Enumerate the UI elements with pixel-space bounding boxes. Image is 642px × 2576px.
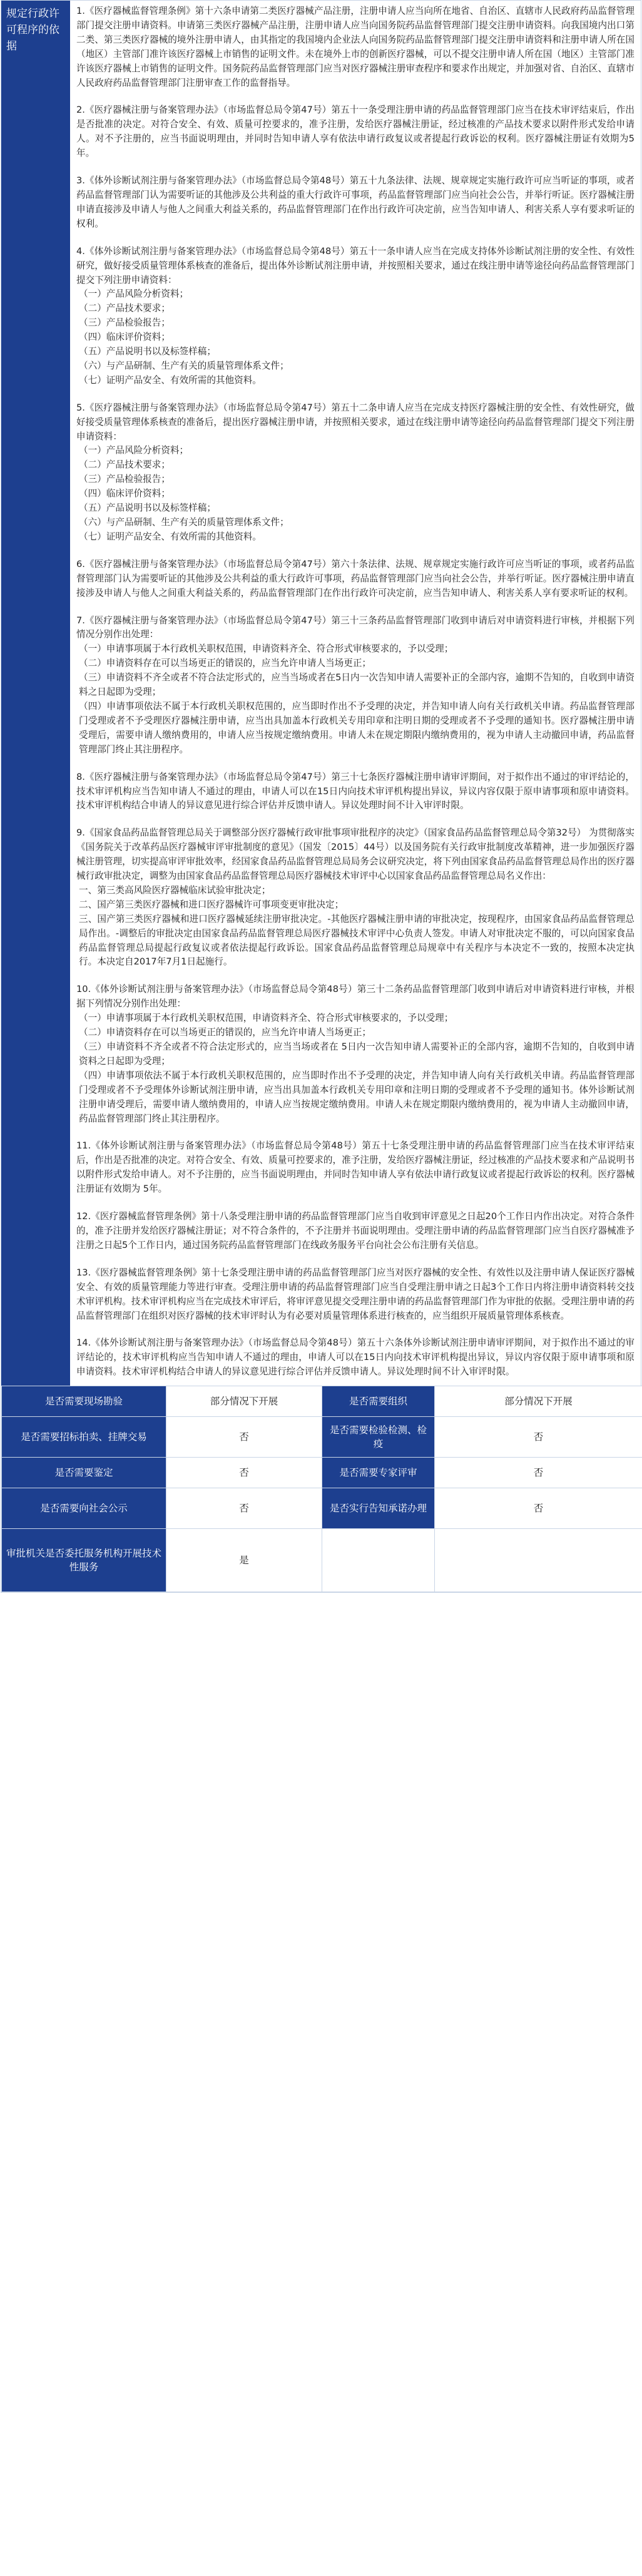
legal-clause bbox=[76, 4, 634, 90]
legal-basis-row bbox=[1, 1, 641, 1386]
clause-text: 14.《体外诊断试剂注册与备案管理办法》（市场监督总局令第48号）第五十六条体外诊断试剂注册申请审评期间，对于拟作出不通过的审评结论的，技术审评机构应当告知申请人不通过的理由，申请人可以在15日内向技术审评机构提出异议，异议内容仅限于原申请事项和原申请资料。技术审评机构结合申请人的异议意见进行综合评估并反馈申请人。异议处理时间不计入审评时限。 bbox=[76, 1337, 634, 1377]
clause-item: （二）产品技术要求； bbox=[79, 459, 170, 471]
clause-text: 3.《体外诊断试剂注册与备案管理办法》（市场监督总局令第48号）第五十九条法律、法规、规章规定实施行政许可应当听证的事项，或者药品监督管理部门认为需要听证的其他涉及公共利益的重大行政许可事项，药品监督管理部门应当向社会公告，并举行听证。医疗器械注册申请直接涉及申请人与他人之间重大利益关系的，药品监督管理部门在作出行政许可决定前，应当告知申请人、利害关系人享有要求听证的权利。 bbox=[76, 175, 634, 229]
clause-item: （三）产品检验报告； bbox=[79, 317, 170, 329]
clause-item: （六）与产品研制、生产有关的质量管理体系文件； bbox=[79, 517, 289, 528]
public-notice-value: 否 bbox=[166, 1488, 322, 1529]
legal-clause bbox=[76, 1139, 634, 1197]
legal-clause bbox=[76, 174, 634, 232]
legal-clause bbox=[76, 826, 634, 969]
clause-item: （二）申请资料存在可以当场更正的错误的，应当允许申请人当场更正； bbox=[79, 1027, 372, 1038]
appraisal-label: 是否需要鉴定 bbox=[2, 1458, 166, 1488]
clause-item: （二）产品技术要求； bbox=[79, 303, 170, 314]
organize-label: 是否需要组织 bbox=[322, 1386, 435, 1417]
clause-item: （四）申请事项依法不属于本行政机关职权范围的，应当即时作出不予受理的决定，并告知申请人向有关行政机关申请。药品监督管理部门受理或者不予受理体外诊断试剂注册申请，应当出具加盖本行政机关专用印章和注明日期的受理或者不予受理的通知书。体外诊断试剂注册申请受理后，需要申请人缴纳费用的，申请人应当按规定缴纳费用。申请人未在规定期限内缴纳费用的，视为申请人主动撤回申请，药品监督管理部门终止其注册程序。 bbox=[79, 1070, 634, 1124]
tech-service-value: 是 bbox=[166, 1529, 322, 1592]
clause-item: （一）申请事项属于本行政机关职权范围，申请资料齐全、符合形式审核要求的，予以受理； bbox=[79, 643, 454, 655]
clause-item: （三）申请资料不齐全或者不符合法定形式的，应当当场或者在 5日内一次告知申请人需要补正的全部内容，逾期不告知的，自收到申请资料之日起即为受理； bbox=[79, 1041, 634, 1066]
clause-item: （三）产品检验报告； bbox=[79, 474, 170, 485]
testing-label: 是否需要检验检测、检疫 bbox=[322, 1417, 435, 1458]
clause-text: 1.《医疗器械监督管理条例》第十六条申请第二类医疗器械产品注册，注册申请人应当向所在地省、自治区、直辖市人民政府药品监督管理部门提交注册申请资料。申请第三类医疗器械产品注册，注册申请人应当向国务院药品监督管理部门提交注册申请资料。向我国境内出口第二类、第三类医疗器械的境外注册申请人，由其指定的我国境内企业法人向国务院药品监督管理部门提交注册申请资料和注册申请人所在国（地区）主管部门准许该医疗器械上市销售的证明文件。未在境外上市的创新医疗器械，可以不提交注册申请人所在国（地区）主管部门准许该医疗器械上市销售的证明文件。国务院药品监督管理部门应当对医疗器械注册审查程序和要求作出规定，并加强对省、自治区、直辖市人民政府药品监督管理部门注册审查工作的监督指导。 bbox=[76, 6, 634, 88]
testing-value: 否 bbox=[435, 1417, 642, 1458]
empty-cell bbox=[435, 1529, 642, 1592]
empty-cell bbox=[322, 1529, 435, 1592]
clause-text: 8.《医疗器械注册与备案管理办法》（市场监督总局令第47号）第三十七条医疗器械注册申请审评期间，对于拟作出不通过的审评结论的，技术审评机构应当告知申请人不通过的理由，申请人可以在15日内向技术审评机构提出异议，异议内容仅限于原申请事项和原申请资料。技术审评机构结合申请人的异议意见进行综合评估并反馈申请人。异议处理时间不计入审评时限。 bbox=[76, 771, 634, 811]
onsite-inspection-label: 是否需要现场勘验 bbox=[2, 1386, 166, 1417]
bidding-label: 是否需要招标拍卖、挂牌交易 bbox=[2, 1417, 166, 1458]
clause-item: （一）产品风险分析资料； bbox=[79, 289, 189, 300]
clause-item: 三、国产第三类医疗器械和进口医疗器械延续注册审批决定。-其他医疗器械注册申请的审批决定，按现程序，由国家食品药品监督管理总局作出。-调整后的审批决定由国家食品药品监督管理总局医疗器械技术审评中心负责人签发。申请人对审批决定不服的，可以向国家食品药品监督管理总局提起行政复议或者依法提起行政诉讼。国家食品药品监督管理总局规章中有关程序与本决定不一致的，按照本决定执行。本决定自2017年7月1日起施行。 bbox=[79, 913, 634, 968]
permit-info-table bbox=[1, 0, 641, 1593]
commitment-value: 否 bbox=[435, 1488, 642, 1529]
clause-item: （六）与产品研制、生产有关的质量管理体系文件； bbox=[79, 360, 289, 371]
legal-clause bbox=[76, 558, 634, 601]
onsite-inspection-value: 部分情况下开展 bbox=[166, 1386, 322, 1417]
attributes-table bbox=[1, 1386, 642, 1592]
legal-basis-content bbox=[70, 1, 641, 1386]
clause-item: （一）申请事项属于本行政机关职权范围，申请资料齐全、符合形式审核要求的，予以受理； bbox=[79, 1013, 454, 1024]
clause-item: （四）临床评价资料； bbox=[79, 488, 170, 499]
clause-text: 6.《医疗器械注册与备案管理办法》（市场监督总局令第47号）第六十条法律、法规、规章规定实施行政许可应当听证的事项，或者药品监督管理部门认为需要听证的其他涉及公共利益的重大行政许可事项，药品监督管理部门应当向社会公告，并举行听证。医疗器械注册申请直接涉及申请人与他人之间重大利益关系的，药品监督管理部门在作出行政许可决定前，应当告知申请人、利害关系人享有要求听证的权利。 bbox=[76, 558, 634, 598]
attributes-row bbox=[2, 1529, 642, 1592]
clause-item: （三）申请资料不齐全或者不符合法定形式的，应当当场或者在5日内一次告知申请人需要补正的全部内容，逾期不告知的，自收到申请资料之日起即为受理； bbox=[79, 672, 634, 698]
clause-text: 9.《国家食品药品监督管理总局关于调整部分医疗器械行政审批事项审批程序的决定》（国家食品药品监督管理总局令第32号） 为贯彻落实《国务院关于改革药品医疗器械审评审批制度的意见》（国发〔2015〕44号）以及国务院有关行政审批制度改革精神，进一步加强医疗器械注册管理，切实提高审评审批效率，经国家食品药品监督管理总局局务会议研究决定，将下列由国家食品药品监督管理总局作出的医疗器械行政审批决定，调整为由国家食品药品监督管理总局医疗器械技术审评中心以国家食品药品监督管理总局名义作出： bbox=[76, 827, 634, 882]
expert-review-value: 否 bbox=[435, 1458, 642, 1488]
bidding-value: 否 bbox=[166, 1417, 322, 1458]
commitment-label: 是否实行告知承诺办理 bbox=[322, 1488, 435, 1529]
legal-clause bbox=[76, 983, 634, 1126]
clause-item: （五）产品说明书以及标签样稿； bbox=[79, 346, 216, 357]
clause-text: 12.《医疗器械监督管理条例》第十八条受理注册申请的药品监督管理部门应当自收到审评意见之日起20个工作日内作出决定。对符合条件的，准予注册并发给医疗器械注册证；对不符合条件的，不予注册并书面说明理由。受理注册申请的药品监督管理部门应当自医疗器械准予注册之日起5个工作日内，通过国务院药品监督管理部门在线政务服务平台向社会公布注册有关信息。 bbox=[76, 1211, 634, 1250]
clause-item: （四）临床评价资料； bbox=[79, 332, 170, 343]
clause-text: 13.《医疗器械监督管理条例》第十七条受理注册申请的药品监督管理部门应当对医疗器械的安全性、有效性以及注册申请人保证医疗器械安全、有效的质量管理能力等进行审查。受理注册申请的药品监督管理部门应当自受理注册申请之日起3个工作日内将注册申请资料转交技术审评机构。技术审评机构应当在完成技术审评后，将审评意见提交受理注册申请的药品监督管理部门作为审批的依据。受理注册申请的药品监督管理部门在组织对医疗器械的技术审评时认为有必要对质量管理体系进行核查的，应当组织开展质量管理体系核查。 bbox=[76, 1267, 634, 1321]
attributes-row bbox=[2, 1488, 642, 1529]
clause-item: 一、第三类高风险医疗器械临床试验审批决定； bbox=[79, 884, 271, 896]
legal-basis-label: 规定行政许可程序的依据 bbox=[1, 1, 70, 1386]
public-notice-label: 是否需要向社会公示 bbox=[2, 1488, 166, 1529]
clause-item: （七）证明产品安全、有效所需的其他资料。 bbox=[79, 531, 262, 542]
clause-text: 11.《体外诊断试剂注册与备案管理办法》（市场监督总局令第48号）第五十七条受理注册申请的药品监督管理部门应当在技术审评结束后，作出是否批准的决定。对符合安全、有效、质量可控要求的，准予注册，发给医疗器械注册证，经过核准的产品技术要求和产品说明书以附件形式发给申请人。对不予注册的，应当书面说明理由，并同时告知申请人享有依法申请行政复议或者提起行政诉讼的权利。医疗器械注册证有效期为 5年。 bbox=[76, 1140, 634, 1195]
attributes-row bbox=[2, 1386, 642, 1417]
attributes-row bbox=[2, 1458, 642, 1488]
legal-clause bbox=[76, 1336, 634, 1379]
clause-item: （四）申请事项依法不属于本行政机关职权范围的，应当即时作出不予受理的决定，并告知申请人向有关行政机关申请。药品监督管理部门受理或者不予受理医疗器械注册申请，应当出具加盖本行政机关专用印章和注明日期的受理或者不予受理的通知书。医疗器械注册申请受理后，需要申请人缴纳费用的，申请人应当按规定缴纳费用。申请人未在规定期限内缴纳费用的，视为申请人主动撤回申请，药品监督管理部门终止其注册程序。 bbox=[79, 700, 634, 755]
clause-text: 4.《体外诊断试剂注册与备案管理办法》（市场监督总局令第48号）第五十一条申请人应当在完成支持体外诊断试剂注册的安全性、有效性研究，做好接受质量管理体系核查的准备后，提出体外诊断试剂注册申请，并按照相关要求，通过在线注册申请等途径向药品监督管理部门提交下列注册申请资料： bbox=[76, 245, 634, 285]
legal-clause bbox=[76, 245, 634, 388]
clause-item: 二、国产第三类医疗器械和进口医疗器械许可事项变更审批决定； bbox=[79, 899, 344, 910]
clause-item: （二）申请资料存在可以当场更正的错误的，应当允许申请人当场更正； bbox=[79, 658, 372, 669]
legal-clause bbox=[76, 1266, 634, 1324]
clause-text: 10.《体外诊断试剂注册与备案管理办法》（市场监督总局令第48号）第三十二条药品监督管理部门收到申请后对申请资料进行审核，并根据下列情况分别作出处理： bbox=[76, 984, 634, 1009]
legal-clause bbox=[76, 103, 634, 161]
legal-clause bbox=[76, 614, 634, 757]
attributes-row bbox=[2, 1417, 642, 1458]
legal-clause bbox=[76, 1210, 634, 1253]
clause-item: （一）产品风险分析资料； bbox=[79, 445, 189, 456]
legal-clause bbox=[76, 401, 634, 544]
appraisal-value: 否 bbox=[166, 1458, 322, 1488]
clause-text: 7.《医疗器械注册与备案管理办法》（市场监督总局令第47号）第三十三条药品监督管理部门收到申请后对申请资料进行审核，并根据下列情况分别作出处理： bbox=[76, 615, 634, 640]
clause-item: （七）证明产品安全、有效所需的其他资料。 bbox=[79, 374, 262, 386]
legal-clause bbox=[76, 770, 634, 814]
clause-text: 2.《医疗器械注册与备案管理办法》（市场监督总局令第47号）第五十一条受理注册申请的药品监督管理部门应当在技术审评结束后，作出是否批准的决定。对符合安全、有效、质量可控要求的，准予注册，发给医疗器械注册证，经过核准的产品技术要求以附件形式发给申请人。对不予注册的，应当书面说明理由，并同时告知申请人享有依法申请行政复议或者提起行政诉讼的权利。医疗器械注册证有效期为5年。 bbox=[76, 105, 634, 159]
expert-review-label: 是否需要专家评审 bbox=[322, 1458, 435, 1488]
clause-text: 5.《医疗器械注册与备案管理办法》（市场监督总局令第47号）第五十二条申请人应当在完成支持医疗器械注册的安全性、有效性研究，做好接受质量管理体系核查的准备后，提出医疗器械注册申请，并按照相关要求，通过在线注册申请等途径向药品监督管理部门提交下列注册申请资料： bbox=[76, 402, 634, 442]
clause-item: （五）产品说明书以及标签样稿； bbox=[79, 503, 216, 514]
organize-value: 部分情况下开展 bbox=[435, 1386, 642, 1417]
tech-service-label: 审批机关是否委托服务机构开展技术性服务 bbox=[2, 1529, 166, 1592]
